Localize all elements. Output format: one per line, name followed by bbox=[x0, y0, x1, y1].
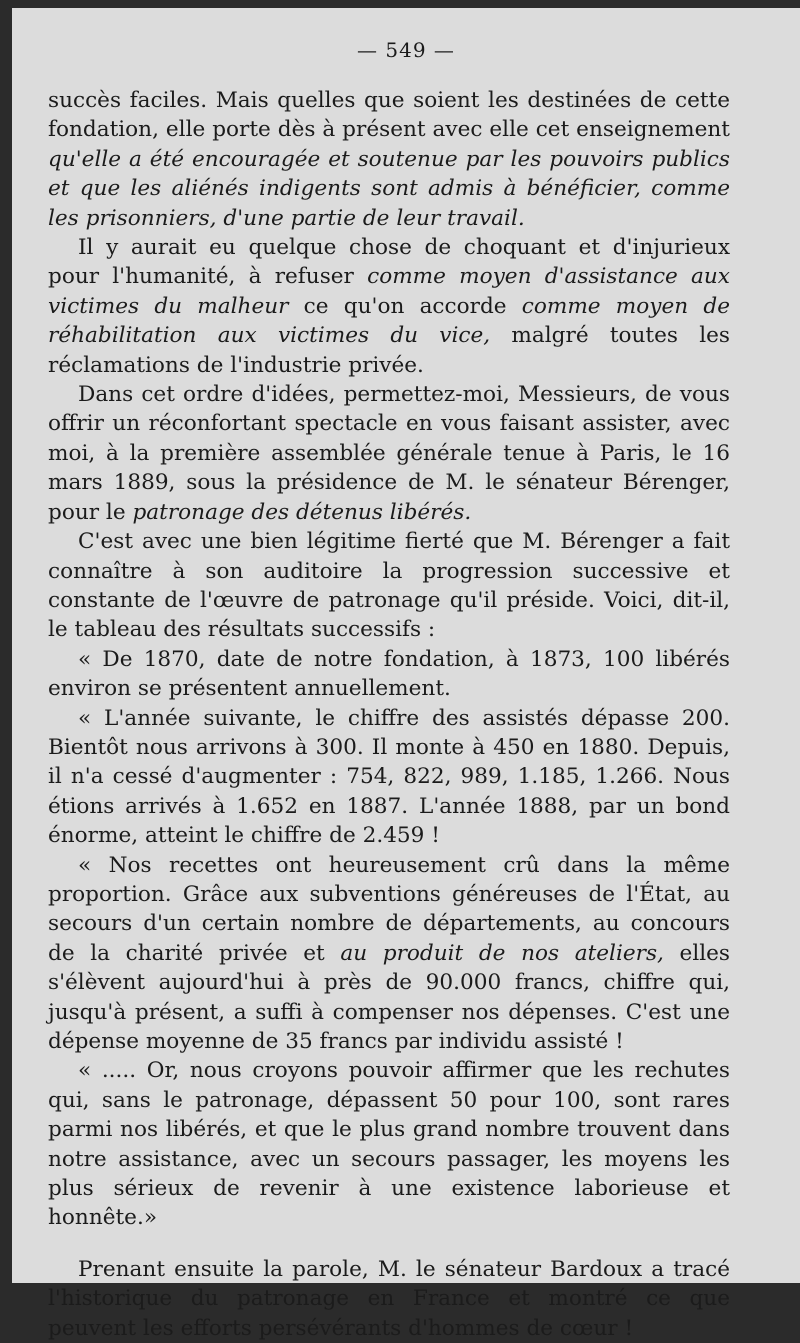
paragraph: C'est avec une bien légitime fierté que M. Bérenger a fait connaître à son auditoire la progression successive et constante de l'œuvre de patronage qu'il préside. Voici, dit-il, le tableau des résultats successifs : bbox=[48, 529, 730, 643]
text-run: Dans cet ordre d'idées, permettez-moi, Messieurs, de vous offrir un réconfortant spectacle en vous faisant assister, avec moi, à la première assemblée générale tenue à Paris, le 16 mars 1889, sous la présidence de M. le sénateur Bérenger, pour le bbox=[48, 382, 730, 525]
italic-run: comme moyen de réhabilitation aux victimes du vice, bbox=[48, 293, 730, 349]
text-run: ce qu'on accorde bbox=[288, 293, 522, 319]
text-run: Il y aurait eu quelque chose de choquant et d'injurieux pour l'humanité, à refuser bbox=[48, 235, 730, 290]
paragraph bbox=[48, 233, 730, 380]
paragraph bbox=[48, 86, 730, 233]
italic-run: qu'elle a été encouragée et soutenue par les pouvoirs publics et que les aliénés indigents sont admis à bénéficier, comme les prisonniers, d'une partie de leur travail. bbox=[48, 146, 730, 231]
text-run: succès faciles. Mais quelles que soient les destinées de cette fondation, elle porte dès à présent avec elle cet enseignement bbox=[48, 88, 730, 143]
italic-run: patronage des détenus libérés. bbox=[132, 499, 472, 525]
page-number: — 549 — bbox=[357, 38, 455, 62]
page-body bbox=[48, 86, 730, 1343]
text-run: « Nos recettes ont heureusement crû dans la même proportion. Grâce aux subventions généreuses de l'État, au secours d'un certain nombre de départements, au concours de la charité privée et bbox=[48, 852, 730, 966]
quote-paragraph: « L'année suivante, le chiffre des assistés dépasse 200. Bientôt nous arrivons à 300. Il monte à 450 en 1880. Depuis, il n'a cessé d'augmenter : 754, 822, 989, 1.185, 1.266. Nous étions arrivés à 1.652 en 1887. L'année 1888, par un bond énorme, atteint le chiffre de 2.459 ! bbox=[48, 705, 730, 849]
paragraph bbox=[48, 380, 730, 527]
text-run: malgré toutes les réclamations de l'industrie privée. bbox=[48, 323, 730, 378]
italic-run: au produit de nos ateliers, bbox=[340, 940, 664, 966]
quote-paragraph: « De 1870, date de notre fondation, à 1873, 100 libérés environ se présentent annuellement. bbox=[48, 646, 730, 702]
quote-paragraph bbox=[48, 851, 730, 1057]
italic-run: comme moyen d'assistance aux victimes du malheur bbox=[48, 264, 730, 319]
paragraph: Prenant ensuite la parole, M. le sénateur Bardoux a tracé l'historique du patronage en France et montré ce que peuvent les efforts persévérants d'hommes de cœur ! bbox=[48, 1256, 730, 1341]
book-page bbox=[12, 8, 800, 1341]
text-run: elles s'élèvent aujourd'hui à près de 90.000 francs, chiffre qui, jusqu'à présent, a suffi à compenser nos dépenses. C'est une dépense moyenne de 35 francs par individu assisté ! bbox=[48, 940, 730, 1054]
quote-paragraph: « ..... Or, nous croyons pouvoir affirmer que les rechutes qui, sans le patronage, dépassent 50 pour 100, sont rares parmi nos libérés, et que le plus grand nombre trouvent dans notre assistance, avec un secours passager, les moyens les plus sérieux de revenir à une existence laborieuse et honnête.» bbox=[48, 1058, 730, 1231]
